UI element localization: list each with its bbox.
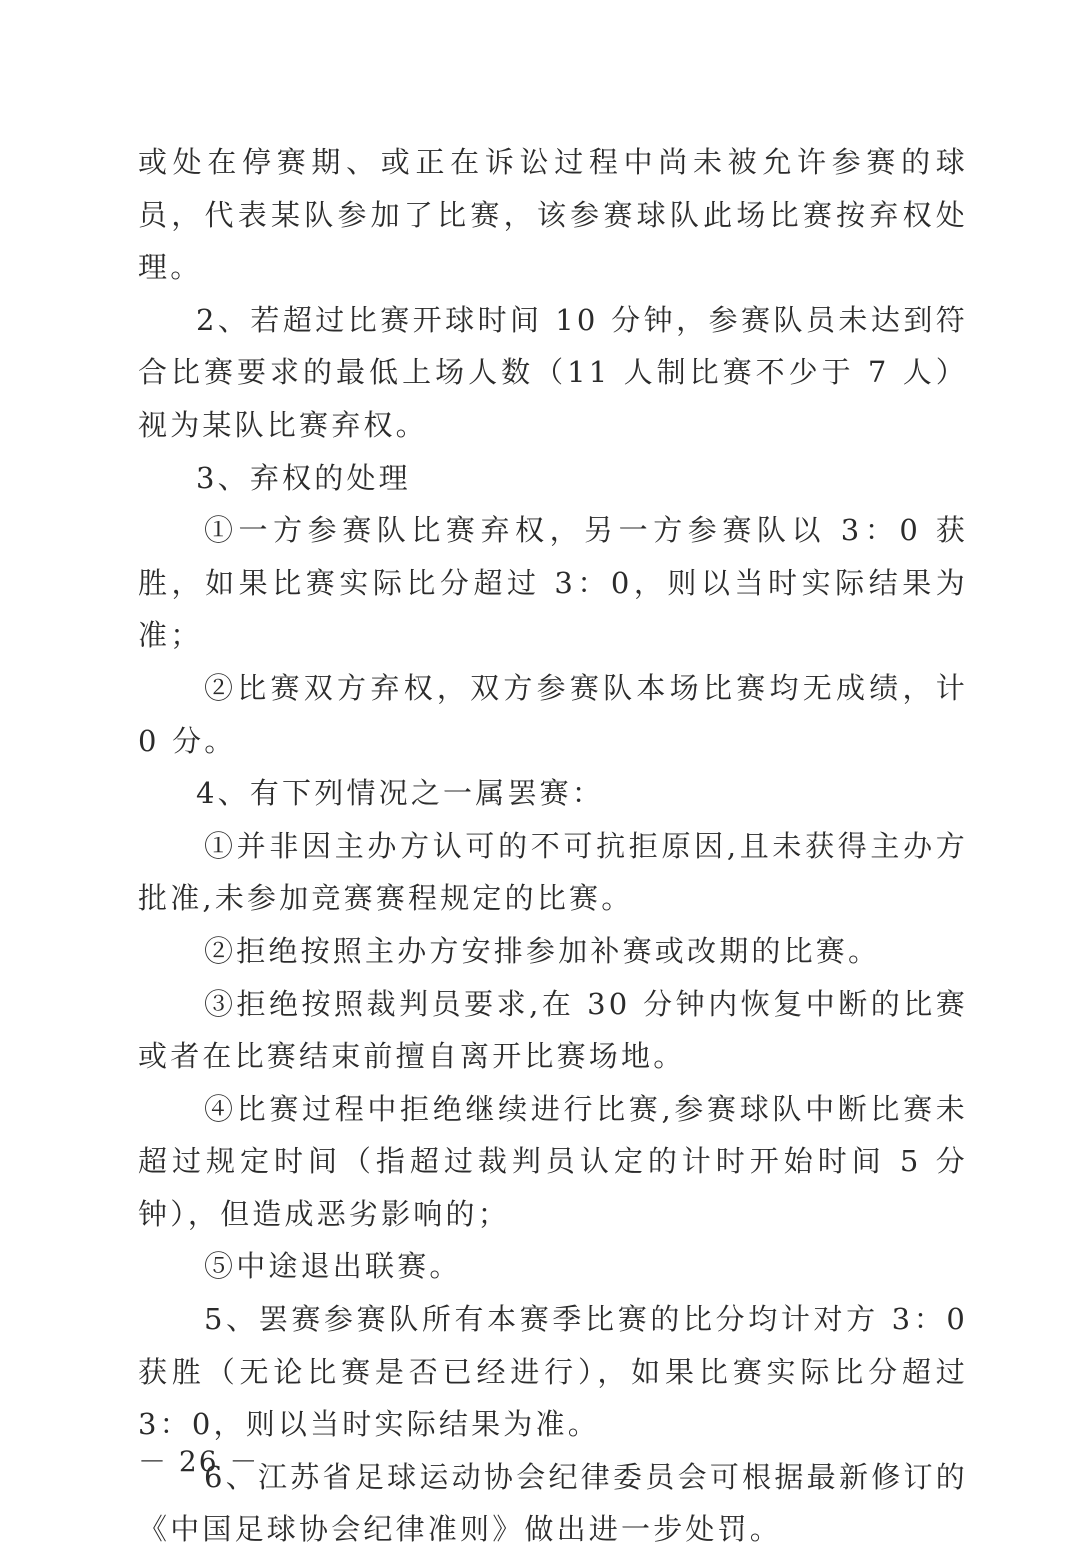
paragraph-strike-case-4: ④比赛过程中拒绝继续进行比赛,参赛球队中断比赛未超过规定时间（指超过裁判员认定的计时开始时间 5 分钟），但造成恶劣影响的； (138, 1091, 968, 1231)
paragraph-item-6: 6、江苏省足球运动协会纪律委员会可根据最新修订的《中国足球协会纪律准则》做出进一步处罚。 (138, 1459, 968, 1547)
paragraph-strike-case-1: ①并非因主办方认可的不可抗拒原因,且未获得主办方批准,未参加竞赛赛程规定的比赛。 (138, 828, 968, 916)
paragraph-strike-case-2: ②拒绝按照主办方安排参加补赛或改期的比赛。 (204, 933, 881, 968)
paragraph-continuation: 或处在停赛期、或正在诉讼过程中尚未被允许参赛的球员，代表某队参加了比赛，该参赛球队此场比赛按弃权处理。 (138, 145, 968, 285)
paragraph-strike-case-5: ⑤中途退出联赛。 (204, 1249, 462, 1284)
paragraph-item-5: 5、罢赛参赛队所有本赛季比赛的比分均计对方 3：0 获胜（无论比赛是否已经进行），如果比赛实际比分超过 3：0，则以当时实际结果为准。 (138, 1302, 968, 1442)
paragraph-forfeit-rule-2: ②比赛双方弃权，双方参赛队本场比赛均无成绩，计 0 分。 (138, 670, 968, 758)
paragraph-forfeit-rule-1: ①一方参赛队比赛弃权，另一方参赛队以 3：0 获胜，如果比赛实际比分超过 3：0，则以当时实际结果为准； (138, 513, 968, 653)
document-body (138, 136, 968, 1556)
paragraph-strike-case-3: ③拒绝按照裁判员要求,在 30 分钟内恢复中断的比赛或者在比赛结束前擅自离开比赛场地。 (138, 986, 968, 1074)
page-number: － 26 － (138, 1445, 260, 1478)
paragraph-item-4-heading: 4、有下列情况之一属罢赛： (196, 776, 605, 811)
paragraph-item-2: 2、若超过比赛开球时间 10 分钟，参赛队员未达到符合比赛要求的最低上场人数（11 人制比赛不少于 7 人）视为某队比赛弃权。 (138, 302, 968, 442)
paragraph-item-3-heading: 3、弃权的处理 (196, 460, 411, 495)
